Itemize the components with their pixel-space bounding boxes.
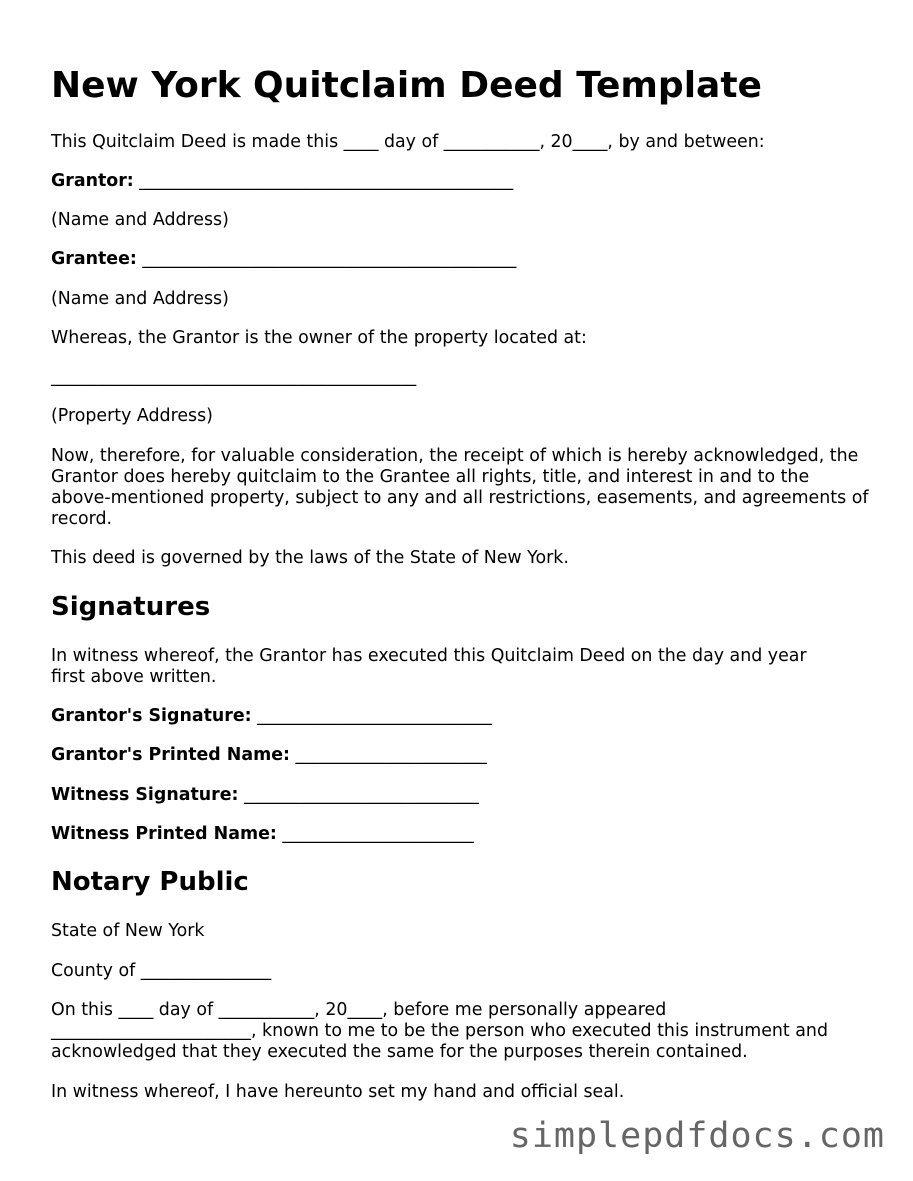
signatures-paragraph: In witness whereof, the Grantor has executed this Quitclaim Deed on the day and year first above written.	[51, 646, 807, 687]
signature-field-label: Witness Printed Name:	[51, 824, 277, 844]
witness-signature-line	[51, 785, 479, 806]
governed-paragraph: This deed is governed by the laws of the State of New York.	[51, 548, 569, 568]
watermark-text: simplepdfdocs.com	[509, 1116, 885, 1156]
signature-field-blank: ______________________	[295, 745, 487, 765]
notary-heading: Notary Public	[51, 867, 249, 897]
signature-field-label: Grantor's Printed Name:	[51, 745, 290, 765]
grantor-note: (Name and Address)	[51, 210, 229, 230]
grantee-blank: ___________________________________________	[142, 249, 517, 269]
property-blank: __________________________________________	[51, 367, 417, 387]
grantor-signature-line	[51, 706, 492, 727]
grantor-label: Grantor:	[51, 171, 134, 191]
grantee-line	[51, 249, 516, 270]
intro-paragraph: This Quitclaim Deed is made this ____ day of ___________, 20____, by and between:	[51, 132, 765, 152]
consideration-paragraph: Now, therefore, for valuable consideration, the receipt of which is hereby acknowledged, the Grantor does hereby quitclaim to the Grantee all rights, title, and interest in and to the above-mentioned property, subject to any and all restrictions, easements, and agreements of record.	[51, 446, 869, 529]
notary-state: State of New York	[51, 921, 205, 941]
whereas-paragraph: Whereas, the Grantor is the owner of the property located at:	[51, 328, 587, 348]
signature-field-label: Grantor's Signature:	[51, 706, 252, 726]
grantor-printed-name-line	[51, 745, 487, 766]
grantor-line	[51, 171, 513, 192]
property-note: (Property Address)	[51, 406, 213, 426]
signatures-heading: Signatures	[51, 592, 211, 622]
signature-field-blank: ______________________	[282, 824, 474, 844]
signature-field-blank: ___________________________	[244, 785, 479, 805]
grantor-blank: ___________________________________________	[139, 171, 514, 191]
signature-field-label: Witness Signature:	[51, 785, 239, 805]
notary-appeared-paragraph: On this ____ day of ___________, 20____, before me personally appeared _______________________, known to me to be the person who executed this instrument and acknowledged that they executed the same for the purposes therein contained.	[51, 1000, 828, 1062]
grantee-note: (Name and Address)	[51, 289, 229, 309]
notary-county: County of _______________	[51, 961, 272, 981]
witness-printed-name-line	[51, 824, 474, 845]
page-title: New York Quitclaim Deed Template	[51, 65, 762, 106]
grantee-label: Grantee:	[51, 249, 137, 269]
signature-field-blank: ___________________________	[257, 706, 492, 726]
notary-seal-paragraph: In witness whereof, I have hereunto set my hand and official seal.	[51, 1082, 625, 1102]
